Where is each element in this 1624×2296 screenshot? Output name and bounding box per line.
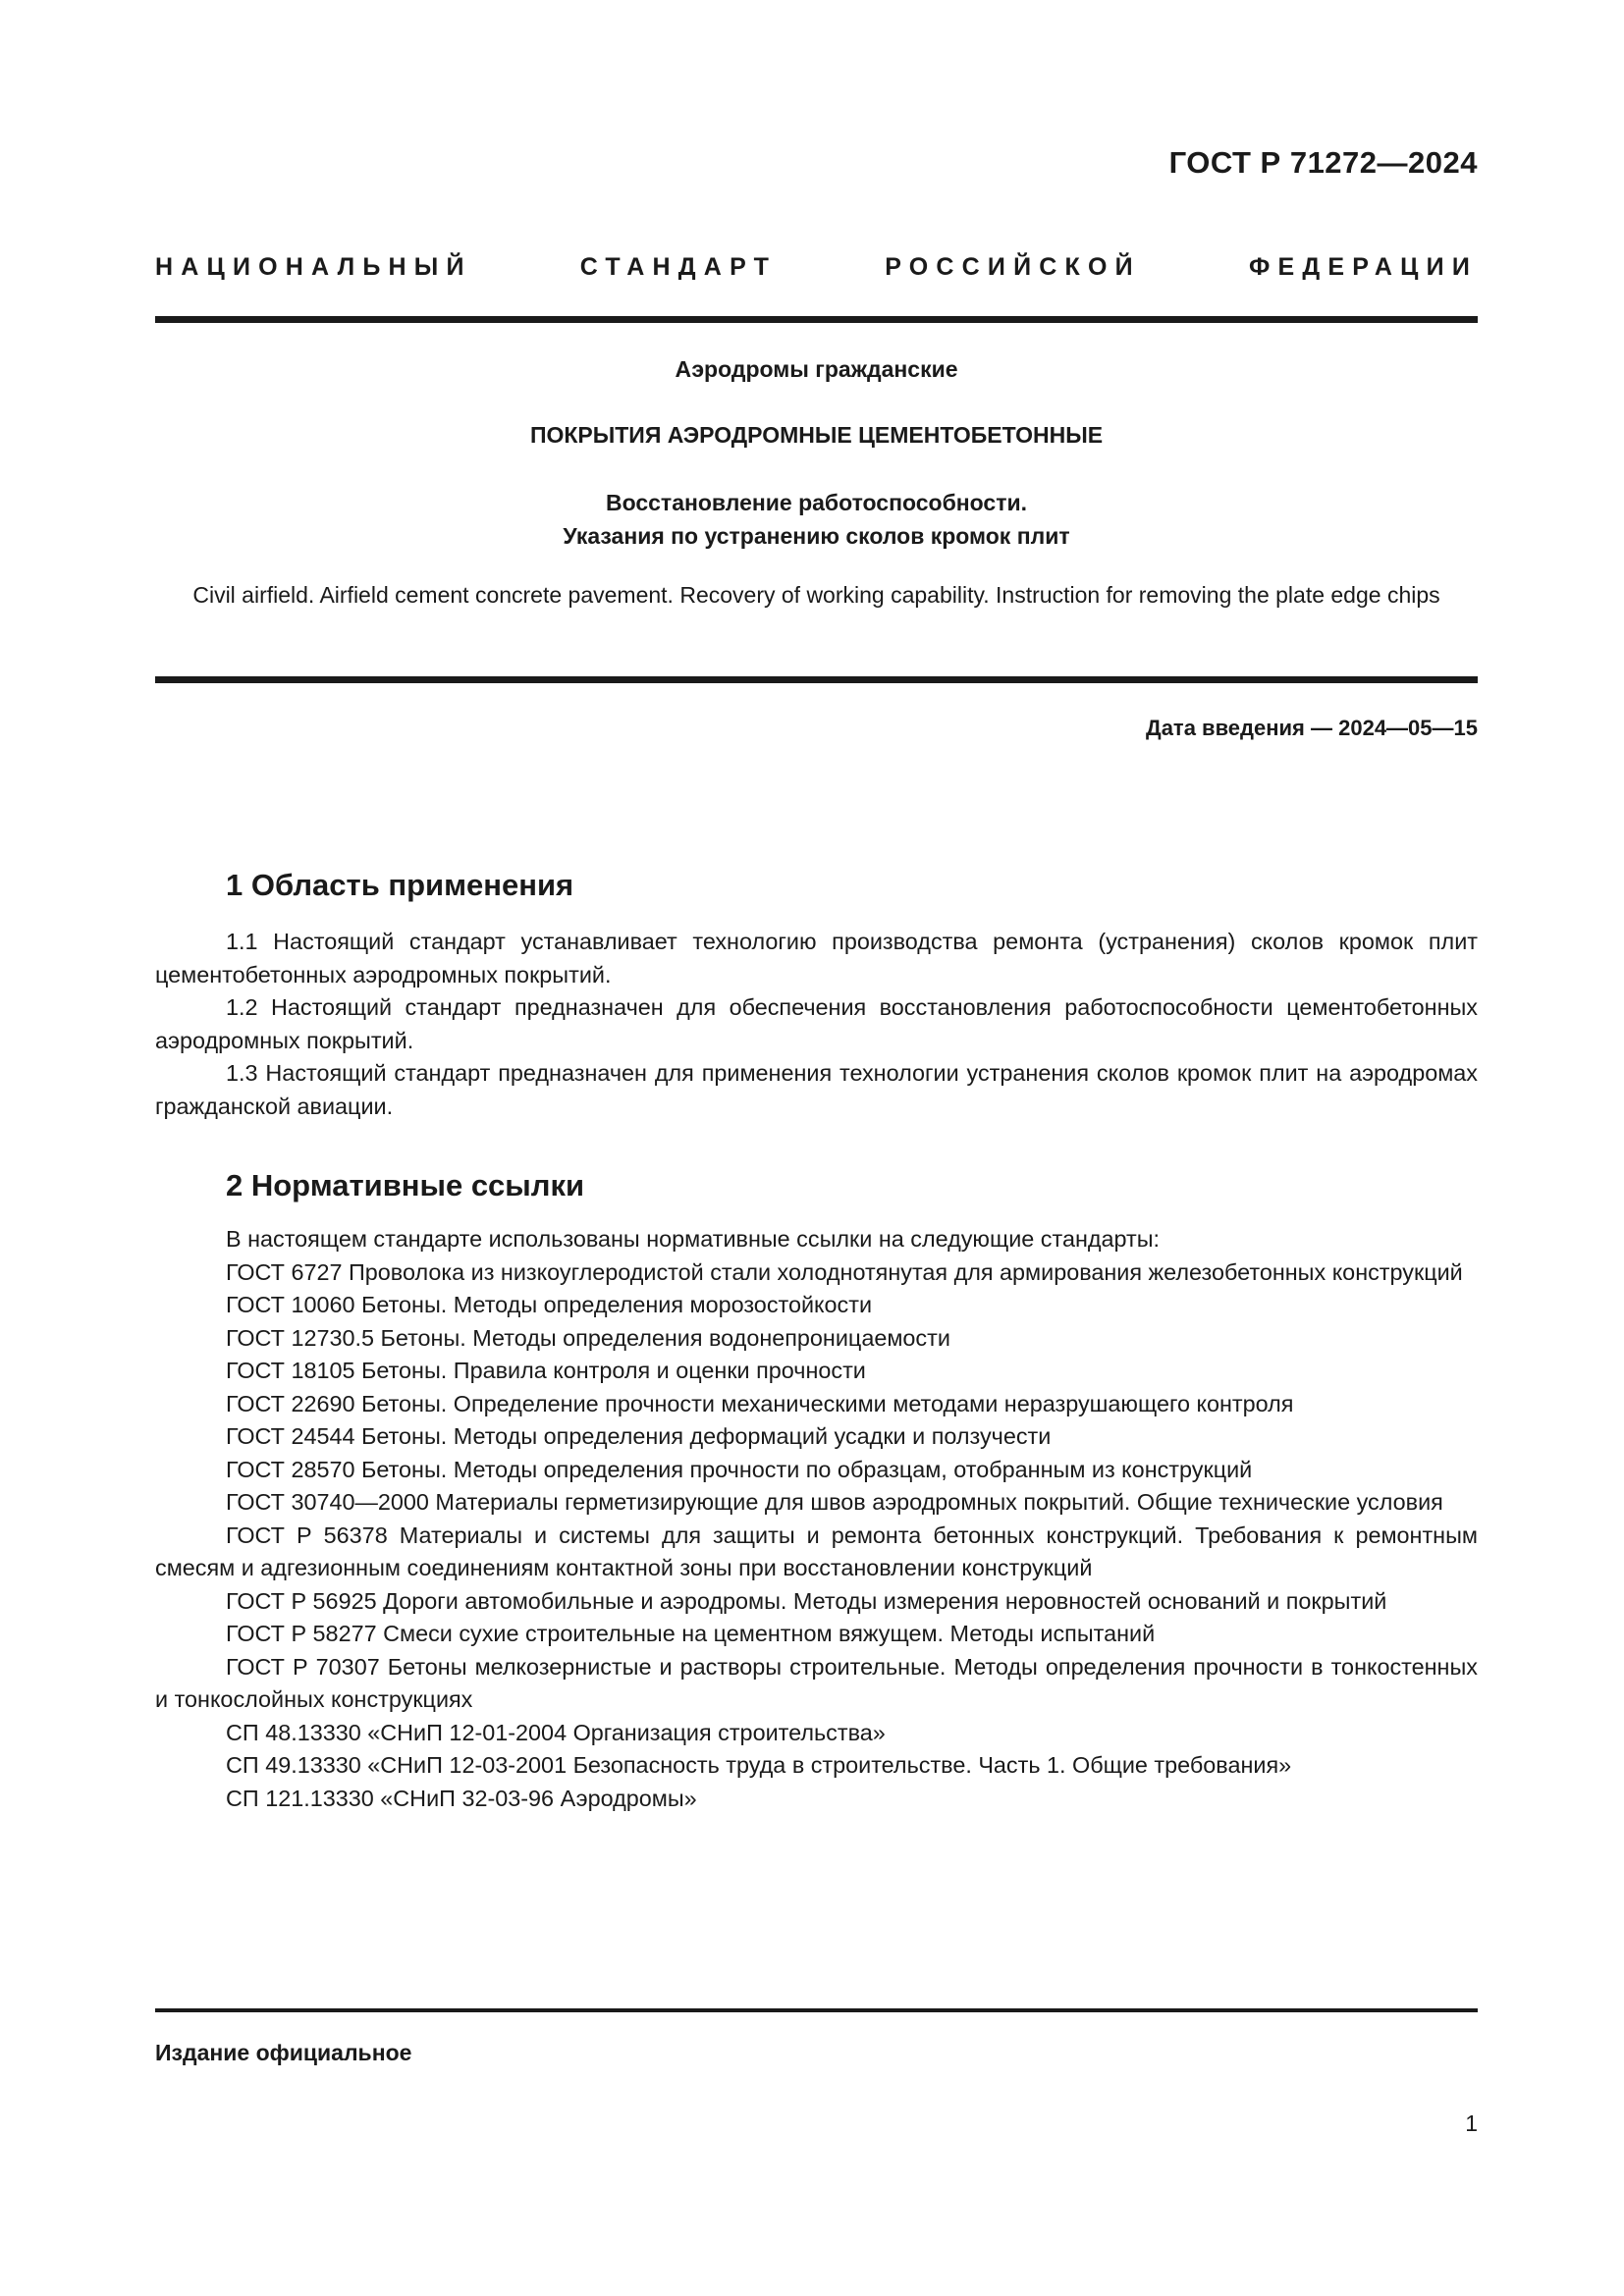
standard-main-title: ПОКРЫТИЯ АЭРОДРОМНЫЕ ЦЕМЕНТОБЕТОННЫЕ <box>529 422 1104 448</box>
reference-item: ГОСТ Р 56378 Материалы и системы для защиты и ремонта бетонных конструкций. Требования к ремонтным смесям и адгезионным соединениям контактной зоны при восстановлении конструкций <box>155 1522 1478 1580</box>
paragraph: В настоящем стандарте использованы нормативные ссылки на следующие стандарты: <box>226 1226 1161 1252</box>
reference-item: СП 49.13330 «СНиП 12-03-2001 Безопасность труда в строительстве. Часть 1. Общие требования» <box>226 1752 1292 1778</box>
reference-item: ГОСТ Р 70307 Бетоны мелкозернистые и растворы строительные. Методы определения прочности в тонкостенных и тонкослойных конструкциях <box>155 1653 1478 1712</box>
edition-label: Издание официальное <box>155 2040 412 2065</box>
reference-item: ГОСТ 12730.5 Бетоны. Методы определения водонепроницаемости <box>226 1324 950 1351</box>
reference-item: ГОСТ Р 56925 Дороги автомобильные и аэродромы. Методы измерения неровностей оснований и покрытий <box>226 1587 1387 1614</box>
reference-item: ГОСТ 28570 Бетоны. Методы определения прочности по образцам, отобранным из конструкций <box>226 1456 1253 1482</box>
national-standard-title: НАЦИОНАЛЬНЫЙ СТАНДАРТ РОССИЙСКОЙ ФЕДЕРАЦИИ <box>155 253 1478 281</box>
subtitle-line-2: Указания по устранению сколов кромок плит <box>563 523 1070 549</box>
subtitle-line-1: Восстановление работоспособности. <box>605 490 1027 515</box>
top-divider <box>155 316 1478 323</box>
paragraph: 1.1 Настоящий стандарт устанавливает технологию производства ремонта (устранения) сколов кромок плит цементобетонных аэродромных покрытий. <box>155 929 1478 988</box>
title-divider <box>155 676 1478 683</box>
reference-item: ГОСТ 30740—2000 Материалы герметизирующие для швов аэродромных покрытий. Общие технические условия <box>226 1489 1443 1515</box>
paragraph: 1.2 Настоящий стандарт предназначен для обеспечения восстановления работоспособности цементобетонных аэродромных покрытий. <box>155 994 1478 1053</box>
footer-divider <box>155 2008 1478 2012</box>
reference-item: ГОСТ 24544 Бетоны. Методы определения деформаций усадки и ползучести <box>226 1423 1052 1449</box>
section-2-heading: 2 Нормативные ссылки <box>226 1168 585 1202</box>
reference-item: ГОСТ Р 58277 Смеси сухие строительные на цементном вяжущем. Методы испытаний <box>226 1621 1156 1646</box>
section-1-heading: 1 Область применения <box>226 868 574 902</box>
reference-item: СП 121.13330 «СНиП 32-03-96 Аэродромы» <box>226 1785 697 1811</box>
standard-subject: Аэродромы гражданские <box>675 356 958 382</box>
standard-subtitle <box>155 486 1478 553</box>
paragraph: 1.3 Настоящий стандарт предназначен для применения технологии устранения сколов кромок плит на аэродромах гражданской авиации. <box>155 1060 1478 1119</box>
reference-item: ГОСТ 22690 Бетоны. Определение прочности механическими методами неразрушающего контроля <box>226 1390 1294 1416</box>
reference-item: СП 48.13330 «СНиП 12-01-2004 Организация строительства» <box>226 1719 886 1745</box>
reference-item: ГОСТ 18105 Бетоны. Правила контроля и оценки прочности <box>226 1358 866 1383</box>
page-number: 1 <box>1465 2110 1478 2136</box>
section-2-body <box>155 1223 1478 1815</box>
english-title: Civil airfield. Airfield cement concrete pavement. Recovery of working capability. Instruction for removing the plate edge chips <box>192 582 1440 608</box>
document-number: ГОСТ Р 71272—2024 <box>1168 145 1478 180</box>
section-1-body <box>155 926 1478 1123</box>
introduction-date: Дата введения — 2024—05—15 <box>1146 716 1478 740</box>
reference-item: ГОСТ 6727 Проволока из низкоуглеродистой стали холоднотянутая для армирования железобетонных конструкций <box>226 1258 1463 1285</box>
reference-item: ГОСТ 10060 Бетоны. Методы определения морозостойкости <box>226 1292 873 1317</box>
